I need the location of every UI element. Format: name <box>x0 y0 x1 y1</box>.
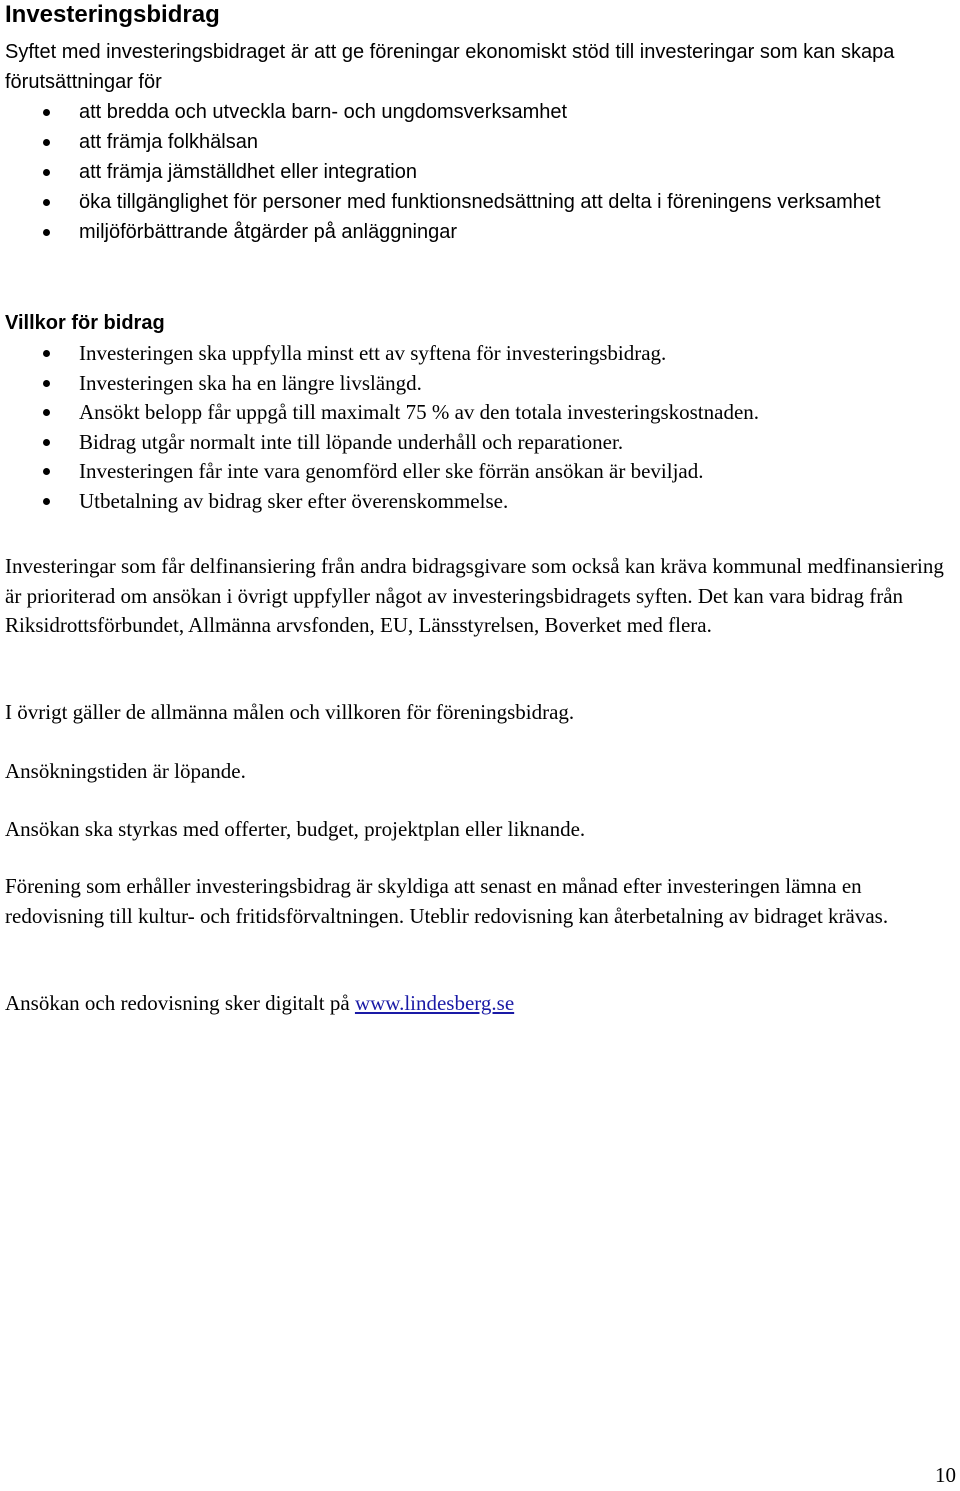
bullet-icon <box>43 229 50 236</box>
list-item <box>0 187 939 217</box>
list-item <box>0 457 939 487</box>
list-item <box>0 157 939 187</box>
purpose-list <box>0 97 960 247</box>
list-item-text: Utbetalning av bidrag sker efter överenskommelse. <box>79 488 509 513</box>
bullet-icon <box>43 380 50 387</box>
bullet-icon <box>43 409 50 416</box>
conditions-list <box>0 339 960 516</box>
application-period-paragraph: Ansökningstiden är löpande. <box>5 759 246 783</box>
supporting-documents-paragraph: Ansökan ska styrkas med offerter, budget, projektplan eller liknande. <box>5 817 586 841</box>
reporting-paragraph: Förening som erhåller investeringsbidrag är skyldiga att senast en månad efter investeringen lämna en redovisning till kultur- och fritidsförvaltningen. Uteblir redovisning kan återbetalning av bidraget krävas. <box>5 874 889 928</box>
list-item-text: öka tillgänglighet för personer med funktionsnedsättning att delta i föreningens verksamhet <box>79 191 881 213</box>
list-item-text: Investeringen ska ha en längre livslängd. <box>79 370 422 395</box>
list-item <box>0 369 939 399</box>
digital-application-paragraph <box>5 989 950 1019</box>
bullet-icon <box>43 109 50 116</box>
list-item <box>0 97 939 127</box>
list-item-text: att bredda och utveckla barn- och ungdomsverksamhet <box>79 101 568 123</box>
list-item-text: att främja folkhälsan <box>79 131 258 153</box>
list-item <box>0 428 939 458</box>
bullet-icon <box>43 169 50 176</box>
bullet-icon <box>43 350 50 357</box>
list-item <box>0 217 939 247</box>
list-item <box>0 339 939 369</box>
list-item-text: Ansökt belopp får uppgå till maximalt 75 % av den totala investeringskostnaden. <box>79 400 760 424</box>
list-item <box>0 127 939 157</box>
list-item-text: att främja jämställdhet eller integration <box>79 161 417 183</box>
list-item-text: Investeringen ska uppfylla minst ett av syftena för investeringsbidrag. <box>79 341 667 365</box>
conditions-heading: Villkor för bidrag <box>5 312 165 334</box>
bullet-icon <box>43 439 50 446</box>
bullet-icon <box>43 498 50 505</box>
cofinancing-paragraph: Investeringar som får delfinansiering från andra bidragsgivare som också kan kräva kommunal medfinansiering är prioriterad om ansökan i övrigt uppfyller något av investeringsbidragets syften. Det kan vara bidrag från Riksidrottsförbundet, Allmänna arvsfonden, EU, Länsstyrelsen, Boverket med flera. <box>5 554 944 637</box>
general-paragraph: I övrigt gäller de allmänna målen och villkoren för föreningsbidrag. <box>5 700 575 724</box>
intro-text: Syftet med investeringsbidraget är att ge föreningar ekonomiskt stöd till investeringar som kan skapa förutsättningar för <box>5 41 895 93</box>
digital-application-text: Ansökan och redovisning sker digitalt på <box>5 991 355 1015</box>
bullet-icon <box>43 199 50 206</box>
list-item <box>0 487 939 517</box>
bullet-icon <box>43 139 50 146</box>
website-link[interactable]: www.lindesberg.se <box>354 991 515 1015</box>
list-item <box>0 398 939 428</box>
page-title: Investeringsbidrag <box>5 1 220 28</box>
list-item-text: Bidrag utgår normalt inte till löpande underhåll och reparationer. <box>79 429 624 454</box>
list-item-text: miljöförbättrande åtgärder på anläggningar <box>79 221 458 243</box>
bullet-icon <box>43 468 50 475</box>
list-item-text: Investeringen får inte vara genomförd eller ske förrän ansökan är beviljad. <box>79 459 704 483</box>
page-number: 10 <box>935 1463 956 1487</box>
